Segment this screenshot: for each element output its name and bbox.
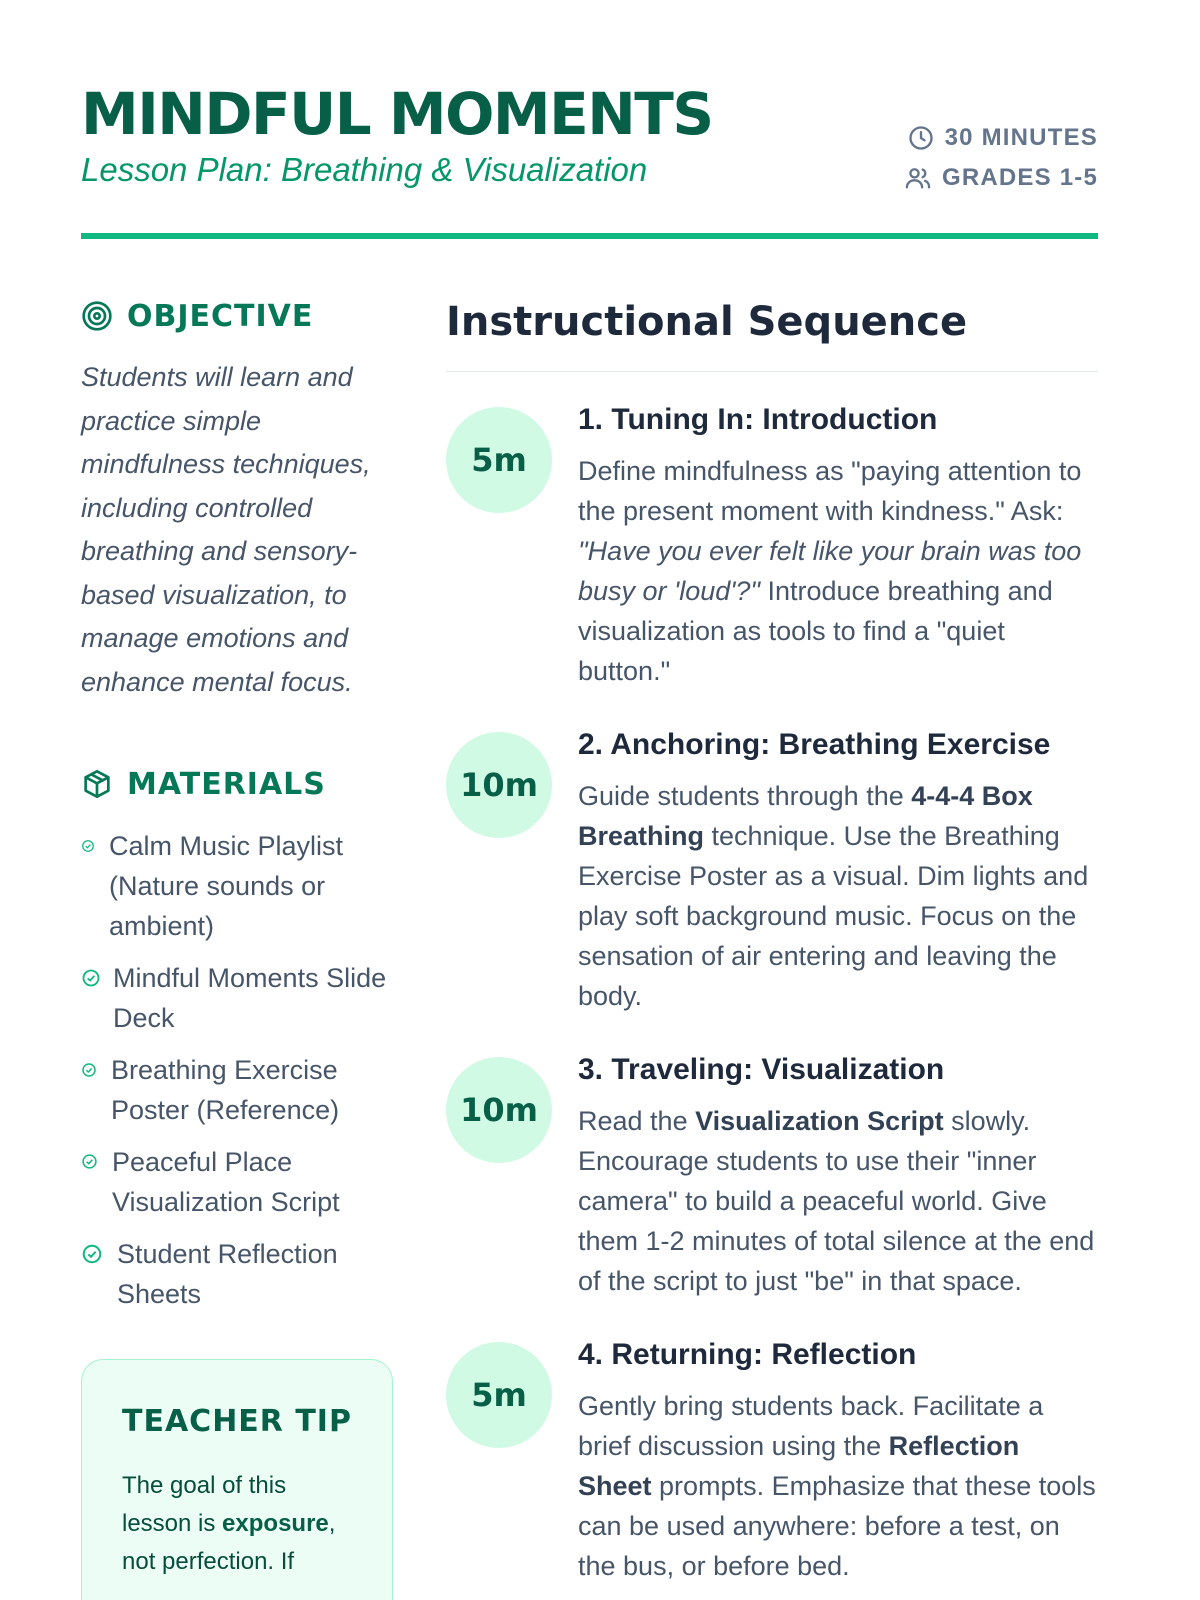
step-text	[578, 451, 1098, 691]
step-text-emphasis: Visualization Script	[695, 1106, 944, 1136]
list-item	[81, 1234, 391, 1314]
time-badge: 5m	[446, 1342, 552, 1448]
objective-heading	[81, 296, 391, 336]
step-text-part: Gently bring students back. Facilitate a brief discussion using the	[578, 1391, 1044, 1461]
step-title: 4. Returning: Reflection	[578, 1338, 917, 1371]
step-text-part: Define mindfulness as "paying attention to the present moment with kindness." Ask:	[578, 456, 1082, 526]
material-label: Peaceful Place Visualization Script	[112, 1147, 340, 1217]
step-text	[578, 1101, 1098, 1301]
sequence-title: Instructional Sequence	[446, 299, 968, 345]
content-columns	[81, 241, 1098, 1600]
time-badge: 10m	[446, 732, 552, 838]
step-text-part: Guide students through the	[578, 781, 912, 811]
check-circle-icon	[81, 1153, 98, 1170]
check-circle-icon	[81, 1062, 97, 1078]
step-text-emphasis: 4-4-4 Box Breathing	[578, 781, 1033, 851]
teacher-tip-title: TEACHER TIP	[122, 1404, 352, 1439]
list-item	[81, 826, 391, 946]
duration-row	[904, 118, 1098, 158]
step-text-part: technique. Use the Breathing Exercise Poster as a visual. Dim lights and play soft background music. Focus on the sensation of air entering and leaving the body.	[578, 821, 1089, 1011]
step-2	[446, 724, 1098, 1016]
step-text-part: prompts. Emphasize that these tools can be used anywhere: before a test, on the bus, or before bed.	[578, 1471, 1096, 1581]
step-title: 1. Tuning In: Introduction	[578, 403, 938, 436]
list-item	[81, 1050, 391, 1130]
teacher-tip-card	[81, 1359, 393, 1600]
objective-text: Students will learn and practice simple mindfulness techniques, including controlled breathing and sensory-based visualization, to manage emotions and enhance mental focus.	[81, 362, 371, 697]
time-badge: 5m	[446, 407, 552, 513]
sequence-divider	[446, 371, 1098, 372]
step-text-part: Introduce breathing and visualization as tools to find a "quiet button."	[578, 576, 1053, 686]
header-divider	[81, 233, 1098, 239]
time-badge: 10m	[446, 1057, 552, 1163]
step-text-part: slowly. Encourage students to use their "inner camera" to build a peaceful world. Give them 1-2 minutes of total silence at the end of the script to just "be" in that space.	[578, 1106, 1095, 1296]
materials-list	[81, 826, 391, 1314]
step-text-part: Read the	[578, 1106, 696, 1136]
duration-label: 30 MINUTES	[944, 124, 1098, 151]
materials-heading	[81, 764, 391, 804]
step-1	[446, 399, 1098, 691]
step-text	[578, 1386, 1098, 1586]
material-label: Student Reflection Sheets	[117, 1239, 338, 1309]
tip-text-end: , not perfection. If	[122, 1510, 336, 1575]
tip-text-start: The goal of this lesson is	[122, 1472, 287, 1537]
users-icon	[904, 164, 932, 192]
step-3	[446, 1049, 1098, 1301]
check-circle-icon	[81, 839, 95, 853]
step-title: 3. Traveling: Visualization	[578, 1053, 945, 1086]
materials-title: MATERIALS	[127, 766, 326, 802]
material-label: Breathing Exercise Poster (Reference)	[111, 1055, 340, 1125]
grades-label: GRADES 1-5	[941, 164, 1098, 191]
clock-icon	[907, 124, 935, 152]
lesson-meta	[904, 118, 1098, 198]
step-title: 2. Anchoring: Breathing Exercise	[578, 728, 1051, 761]
step-text-emphasis: Reflection Sheet	[578, 1431, 1020, 1501]
check-circle-icon	[81, 968, 101, 988]
step-text	[578, 776, 1098, 1016]
material-label: Calm Music Playlist (Nature sounds or ambient)	[109, 831, 344, 941]
grades-row	[904, 158, 1098, 198]
material-label: Mindful Moments Slide Deck	[113, 963, 387, 1033]
step-4	[446, 1334, 1098, 1586]
list-item	[81, 958, 391, 1038]
page-title: MINDFUL MOMENTS	[81, 80, 713, 148]
tip-text-emphasis: exposure	[222, 1510, 329, 1537]
sidebar	[81, 241, 391, 1600]
step-text-quote: "Have you ever felt like your brain was too busy or 'loud'?"	[578, 536, 1082, 606]
check-circle-icon	[81, 1243, 103, 1265]
main-content	[446, 241, 1098, 1586]
list-item	[81, 1142, 391, 1222]
teacher-tip-text	[122, 1467, 354, 1581]
package-icon	[81, 768, 113, 800]
page-subtitle: Lesson Plan: Breathing & Visualization	[81, 151, 648, 188]
objective-title: OBJECTIVE	[127, 298, 314, 334]
target-icon	[81, 300, 113, 332]
page-header	[81, 0, 1098, 241]
